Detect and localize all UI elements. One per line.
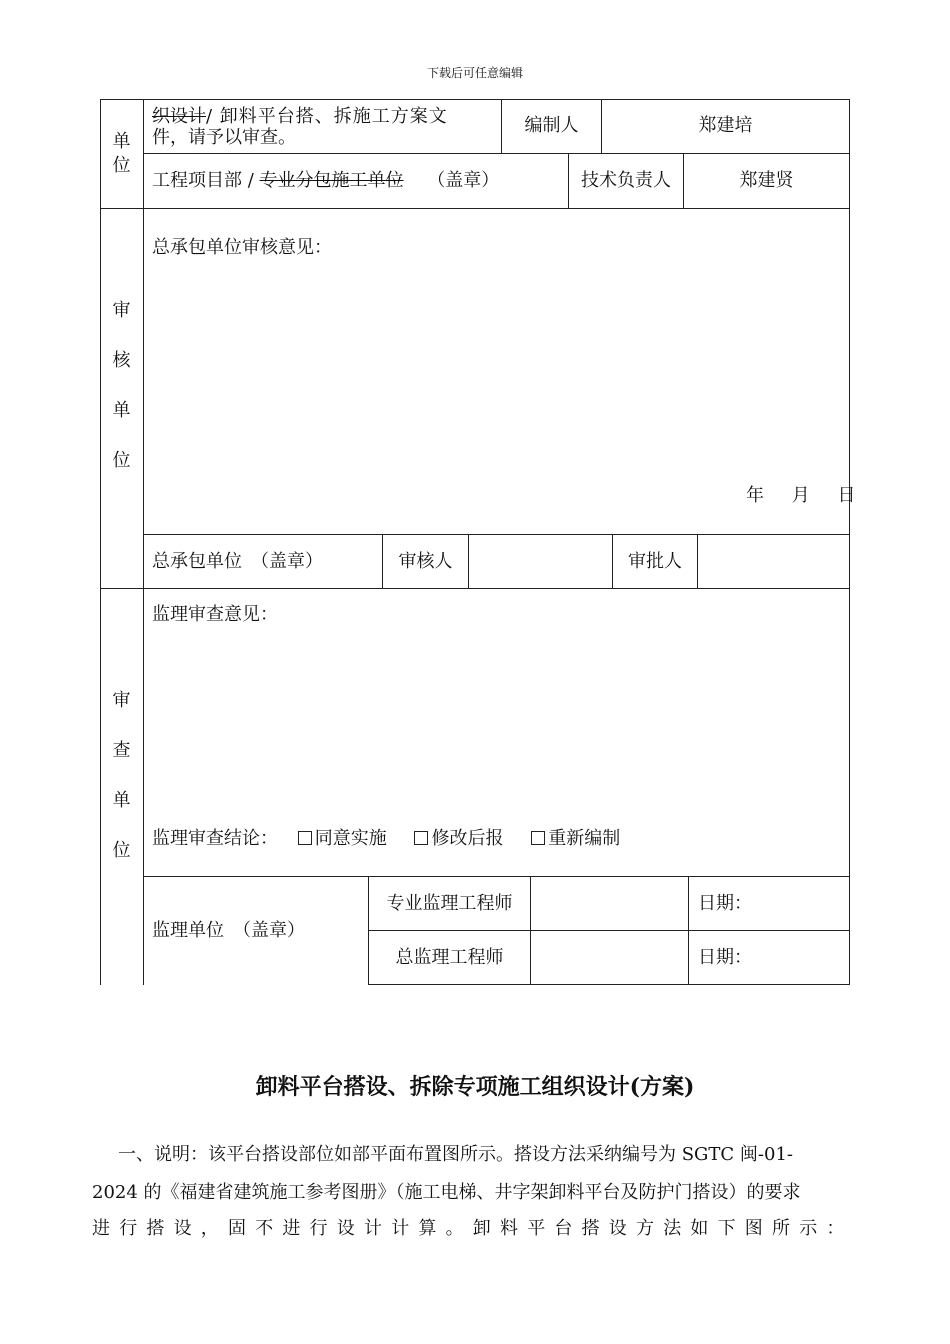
supervision-unit-label: 监理单位 （盖章）	[152, 920, 305, 941]
header-note: 下载后可任意编辑	[426, 66, 523, 80]
side-char: 查	[112, 740, 131, 761]
chief-label: 总监理工程师	[395, 947, 504, 968]
chief-date-label: 日期：	[698, 947, 752, 968]
chief-field[interactable]	[531, 931, 688, 984]
unit-strike: 专业分包施工单位	[259, 170, 404, 191]
para-line-1: 一、说明：该平台搭设部位如部平面布置图所示。搭设方法采纳编号为 SGTC 闽-01-	[118, 1144, 793, 1165]
approver-field[interactable]	[698, 535, 849, 588]
option-redo[interactable]	[531, 828, 620, 849]
conclusion-row	[152, 828, 620, 850]
statement-rest: / 卸料平台搭、拆施工方案文	[206, 106, 448, 127]
unit-seal: （盖章）	[427, 170, 500, 191]
reviewer-label: 审核人	[398, 551, 453, 572]
para-line-2: 2024 的《福建省建筑施工参考图册》（施工电梯、井字架卸料平台及防护门搭设）的要求	[92, 1182, 801, 1203]
reviewer-field[interactable]	[469, 535, 612, 588]
date-day: 日	[837, 485, 856, 506]
editor-name[interactable]: 郑建培	[698, 115, 753, 136]
supervision-opinion-label: 监理审查意见：	[152, 604, 278, 625]
section2-side-label	[100, 300, 143, 500]
option-label: 同意实施	[314, 828, 387, 849]
editor-label: 编制人	[524, 115, 579, 136]
option-agree[interactable]	[298, 828, 393, 849]
unit-line	[152, 170, 499, 192]
statement-strike: 织设计	[152, 106, 206, 127]
document-title: 卸料平台搭设、拆除专项施工组织设计(方案)	[255, 1074, 695, 1100]
checkbox-icon[interactable]	[414, 831, 428, 845]
checkbox-icon[interactable]	[531, 831, 545, 845]
option-label: 修改后报	[431, 828, 504, 849]
statement-line2: 件，请予以审查。	[152, 127, 296, 148]
side-char: 核	[112, 350, 131, 371]
side-char: 审	[112, 690, 131, 711]
section3-side-label	[100, 690, 143, 890]
date-year: 年	[746, 485, 764, 506]
specialist-label: 专业监理工程师	[386, 893, 513, 914]
unit-prefix: 工程项目部 /	[152, 170, 254, 191]
side-char: 单	[112, 400, 131, 421]
option-revise[interactable]	[414, 828, 509, 849]
contractor-opinion-area[interactable]	[144, 270, 849, 480]
specialist-field[interactable]	[531, 877, 688, 930]
option-label: 重新编制	[548, 828, 621, 849]
tech-name[interactable]: 郑建贤	[739, 170, 794, 191]
side-char: 单	[112, 790, 131, 811]
date-month: 月	[791, 485, 810, 506]
specialist-date-label: 日期：	[698, 893, 752, 914]
submission-statement	[152, 106, 448, 148]
section1-side-label	[100, 130, 143, 178]
side-char: 单	[112, 131, 131, 152]
contractor-opinion-label: 总承包单位审核意见：	[152, 237, 332, 258]
contractor-unit-label: 总承包单位 （盖章）	[152, 551, 323, 572]
side-char: 位	[112, 155, 131, 176]
side-char: 位	[112, 450, 131, 471]
para-line-3: 进行搭设，固不进行设计计算。卸料平台搭设方法如下图所示：	[92, 1218, 854, 1239]
review-date	[746, 485, 855, 507]
approver-label: 审批人	[628, 551, 682, 572]
conclusion-label: 监理审查结论：	[152, 828, 278, 849]
tech-label: 技术负责人	[581, 170, 671, 191]
side-char: 位	[112, 840, 131, 861]
side-char: 审	[112, 300, 131, 321]
checkbox-icon[interactable]	[298, 831, 312, 845]
supervision-opinion-area[interactable]	[144, 635, 849, 815]
